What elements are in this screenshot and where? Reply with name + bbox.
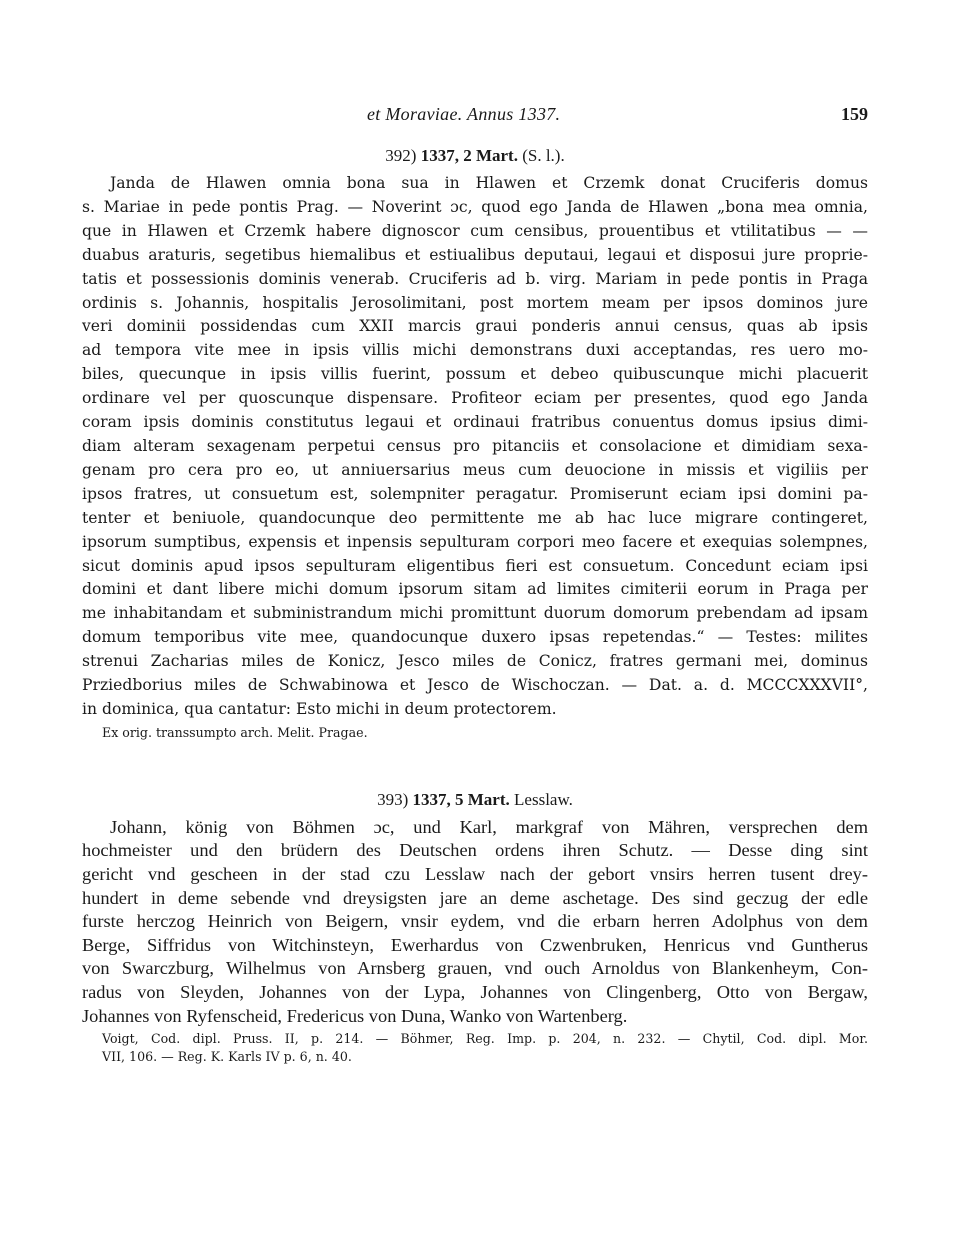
text-line: domum temporibus vite mee, quandocunque duxero ipsas repetendas.“ — Testes: milites: [82, 628, 868, 647]
page-number: 159: [841, 104, 868, 124]
text-line: ipsorum sumptibus, expensis et inpensis sepulturam corpori meo facere et exequias solempnes,: [82, 532, 868, 551]
source-note-393: [82, 1030, 868, 1066]
text-line: sicut dominis apud ipsos sepulturam eligentibus fieri est consuetum. Concedunt eciam ipsi: [82, 556, 868, 575]
section-gap: [82, 742, 868, 776]
source-note-392: [82, 724, 868, 742]
text-line: furste herczog Heinrich von Beigern, vnsir eydem, vnd die erbarn herren Adolphus von dem: [82, 911, 868, 932]
document-place: Lesslaw.: [514, 789, 573, 809]
source-line: VII, 106. — Reg. K. Karls IV p. 6, n. 40.: [102, 1049, 352, 1065]
text-line: ad tempora vite mee in ipsis villis michi demonstrans duxi acceptandas, res uero mo-: [82, 341, 868, 360]
document-heading-393: [82, 790, 868, 810]
text-line: veri dominii possidendas cum XXII marcis graui ponderis annui census, quas ab ipsis: [82, 317, 868, 336]
document-number: 393): [377, 789, 409, 809]
text-line: radus von Sleyden, Johannes von der Lypa, Johannes von Clingenberg, Otto von Bergaw,: [82, 982, 868, 1002]
text-line: Johannes von Ryfenscheid, Fredericus von Duna, Wanko von Wartenberg.: [82, 1005, 628, 1026]
text-line: duabus araturis, segetibus hiemalibus et estiualibus deputaui, legaui et disposui jure proprie-: [82, 245, 868, 264]
text-line: s. Mariae in pede pontis Prag. — Noverint ɔc, quod ego Janda de Hlawen „bona mea omnia,: [82, 197, 868, 216]
text-line: biles, quecunque in ipsis villis fuerint, possum et debeo quibuscunque michi placuerit: [82, 365, 868, 384]
text-line: me inhabitandam et subministrandum michi promittunt duorum domorum prebendam ad ipsam: [82, 604, 868, 623]
text-line: ipsos fratres, ut consuetum est, solempniter peragatur. Promiserunt eciam ipsi domini pa-: [82, 484, 868, 503]
text-line: coram ipsis dominis constitutus legaui et ordinaui fratribus conuentus domus ipsius dimi-: [82, 413, 868, 432]
document-date: 1337, 2 Mart.: [420, 146, 518, 165]
text-line: Janda de Hlawen omnia bona sua in Hlawen et Crzemk donat Cruciferis domus: [110, 174, 868, 192]
text-line: genam pro cera pro eo, ut anniuersarius meus cum deuocione in missis et vigiliis per: [82, 460, 868, 479]
text-line: tenter et beniuole, quandocunque deo permittente me ab hac luce migrare contingeret,: [82, 508, 868, 527]
running-title: et Moraviae. Annus 1337.: [367, 104, 561, 124]
text-line: hochmeister und den brüdern des Deutschen ordens ihren Schutz. — Desse ding sint: [82, 840, 868, 861]
document-heading-392: [82, 146, 868, 166]
text-line: in dominica, qua cantatur: Esto michi in deum protectorem.: [82, 699, 557, 718]
text-line: Prziedborius miles de Schwabinowa et Jesco de Wischoczan. — Dat. a. d. MCCCXXXVII°,: [82, 676, 868, 695]
running-head: [82, 100, 868, 132]
text-line: ordinare vel per quoscunque dispensare. Profiteor eciam per presentes, quod ego Janda: [82, 389, 868, 408]
text-line: Johann, könig von Böhmen ɔc, und Karl, markgraf von Mähren, versprechen dem: [110, 816, 868, 837]
text-line: hundert in deme sebende vnd dreysigsten jare an deme aschetage. Des sind geczug der edle: [82, 887, 868, 908]
text-line: ordinis s. Johannis, hospitalis Jerosolimitani, post mortem meam per ipsos dominos jure: [82, 293, 868, 312]
text-line: que in Hlawen et Crzemk habere dignoscor cum censibus, prouentibus et vtilitatibus — —: [82, 221, 868, 240]
text-line: diam alteram sexagenam perpetui census pro pitanciis et consolacione et dimidiam sexa-: [82, 436, 868, 455]
text-line: tatis et possessionis dominis venerab. Cruciferis ad b. virg. Mariam in pede pontis in Praga: [82, 269, 868, 288]
text-line: domini et dant libere michi domum ipsorum sitam ad limites cimiterii eorum in Praga per: [82, 580, 868, 599]
text-line: Berge, Siffridus von Witchinsteyn, Ewerhardus von Czwenbruken, Henricus vnd Guntherus: [82, 934, 868, 955]
document-date: 1337, 5 Mart.: [412, 789, 510, 809]
document-text-393: [82, 816, 868, 1028]
document-text-392: [82, 172, 868, 722]
text-line: gericht vnd gescheen in der stad czu Lesslaw nach der gebort vnsirs herren tusent drey-: [82, 864, 868, 885]
text-line: von Swarczburg, Wilhelmus von Arnsberg grauen, vnd ouch Arnoldus von Blankenheym, Con-: [82, 958, 868, 979]
source-line: Ex orig. transsumpto arch. Melit. Pragae.: [102, 724, 368, 740]
source-line: Voigt, Cod. dipl. Pruss. II, p. 214. — Böhmer, Reg. Imp. p. 204, n. 232. — Chytil, Cod. dipl. Mor.: [102, 1031, 868, 1047]
document-place: (S. l.).: [522, 146, 565, 165]
page: [82, 100, 868, 1066]
document-number: 392): [385, 146, 417, 165]
text-line: strenui Zacharias miles de Konicz, Jesco miles de Conicz, fratres germani mei, dominus: [82, 652, 868, 671]
